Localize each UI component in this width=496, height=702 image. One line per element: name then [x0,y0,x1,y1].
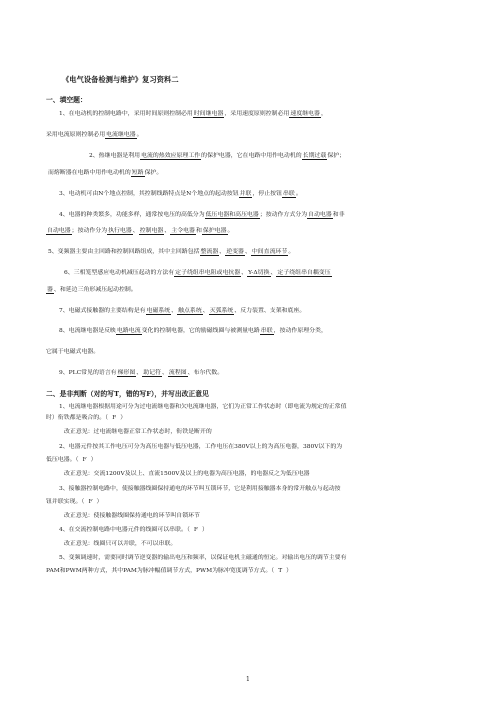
q5-text-a: 5、变频器主要由主回路和控制回路组成，其中主回路包括 [48,249,200,255]
q5-answer-3: 中间直流环节 [251,249,288,255]
fill-q8-line1 [59,327,327,335]
judge-q3-line1: 3、接触器控制电路中，使接触器线圈保持通电的环节叫互锁环节，它是利用接触器本身的常开触点与起动按 [59,486,341,492]
fill-q1-line1 [59,110,327,118]
q8-text-d: ，按动作原理分类， [273,328,327,334]
q6-answer-3: 定子绕组串自耦变压 [277,270,331,276]
q1-text-c: ，采用速度原则控制必用 [224,111,290,117]
section-true-false-heading: 二、是非判断（对的写T，错的写F），并写出改正意见 [46,390,209,398]
q7-text-c: 、 [171,308,178,314]
q6-answer-2: Y-Δ切换 [248,270,270,276]
j4-text-a: 4、在交流控制电路中电器元件的线圈可以串联。（ [59,527,190,533]
q7-answer-1: 电磁系统 [146,308,171,314]
q6-text-c: 、 [241,270,248,276]
q6-text-a: 6、三相笼型感应电动机减压起动的方法有 [64,270,175,276]
q2-text-d: 保护； [327,153,346,159]
q6-text-e: 、和延边三角形减压起动控制。 [53,287,137,293]
q9-text-a: 9、PLC常见的语言有 [59,370,117,376]
fill-q4-line2 [46,227,233,235]
judge-q1-line1: 1、电流继电器根据用途可分为过电流继电器和欠电流继电器，它们为正常工作状态时（即电流为规定的正常值 [59,404,347,410]
j5-text-a: PAM和PWM两种方式，其中PAM为脉冲幅值调节方式，PWM为脉冲宽度调节方式。（ [46,568,275,574]
q4-answer-4: 执行电器 [108,228,132,234]
q8-text-c: 变化的控制电器，它的励磁线圈与被测量电路 [141,328,260,334]
section-fill-in-heading: 一、填空题： [46,96,87,104]
q2-text-e: 而熔断器在电路中用作电动机的 [48,170,131,176]
document-title: 《电气设备检测与维护》复习资料二 [62,75,179,84]
fill-q8-line2 [46,348,99,356]
q2-answer-3: 短路 [131,170,144,176]
fill-q4-line1 [59,211,345,219]
j4-text-b: ） [201,527,208,533]
j2-text-b: ） [90,457,97,463]
j2-text-a: 低压电器。（ [46,457,79,463]
judge-q4-fix: 改正意见：线圈只可以并联，不可以串联。 [64,541,177,547]
q4-answer-1: 低压电器和高压电器 [205,212,259,218]
q5-text-c: 、 [219,249,226,255]
q9-answer-1: 梯形图 [117,370,136,376]
q1-text-e: 采用电流原则控制必用 [46,132,106,138]
j5-text-b: ） [286,568,293,574]
fill-q9-line1 [59,369,223,377]
judge-q5-line1: 5、变频调速时，需要同时调节逆变器的输出电压和频率，以保证电机主磁通的恒定。对输出电压的调节主要有 [59,555,347,561]
j3-text-b: ） [96,499,103,505]
q9-text-e: 、布尔代数。 [187,370,224,376]
q5-text-e: 。 [288,249,295,255]
q7-answer-3: 灭弧系统 [209,308,234,314]
q7-text-a: 7、电磁式接触器的主要结构是有 [59,308,146,314]
q8-text-a: 8、电流继电器是反映 [59,328,116,334]
judge-q4-line1 [59,526,208,534]
q4-text-f: ；按动作分为 [71,228,108,234]
q4-answer-2: 自动电器 [308,212,332,218]
q3-answer-1: 并联 [239,191,252,197]
q2-text-c: 的保护电器，它在电路中用作电动机的 [201,153,302,159]
q3-text-a: 3、电动机可由N个地点控制，其控制线路特点是N个地点的起动按钮 [59,191,239,197]
q4-text-i: 和 [195,228,202,234]
q7-text-e: 、反力装置、支架和底座。 [234,308,306,314]
q5-text-d: 、 [244,249,251,255]
q4-text-c: ；按动作方式分为 [259,212,308,218]
judge-q2-line1: 2、电器元件按其工作电压可分为高压电器与低压电器，工作电压在380V以上的为高压电器，380V以下的为 [59,444,343,450]
q4-text-d: 和 [332,212,339,218]
j1-answer: F [112,415,117,421]
q1-answer-2: 速度继电器 [290,111,320,117]
fill-q3-line1 [59,190,302,198]
j4-answer: F [193,527,198,533]
q4-text-g: 、 [132,228,139,234]
q8-answer-2: 串联 [260,328,273,334]
judge-q1-line2 [46,414,126,422]
j3-text-a: 钮并联实现。（ [46,499,85,505]
q6-answer-4: 器 [47,287,53,293]
q1-answer-3: 电流继电器 [106,132,136,138]
q9-text-d: 、 [161,370,168,376]
judge-q2-line2 [46,456,97,464]
fill-q6-line2 [46,286,137,294]
q2-answer-1: 电流的热效应原理工作 [141,153,201,159]
q6-text-d: 、 [270,270,277,276]
q4-text-j: 。 [227,228,234,234]
q9-text-c: 、 [136,370,143,376]
q4-answer-7: 保护电器 [202,228,227,234]
fill-q2-line1 [89,152,345,160]
q4-text-h: 、 [164,228,171,234]
q5-answer-2: 逆变器 [226,249,244,255]
j1-text-a: 时）衔铁都是吸合的。（ [46,415,109,421]
q9-answer-3: 流程图 [168,370,187,376]
q3-text-d: 。 [295,191,302,197]
q2-text-f: 保护。 [144,170,163,176]
j2-answer: F [82,457,87,463]
q4-answer-3: 自动电器 [47,228,71,234]
fill-q7-line1 [59,307,305,315]
fill-q6-line1 [64,269,332,277]
q2-answer-2: 长期过载 [302,153,327,159]
q8-text-e: 它属于电磁式电器。 [46,349,100,355]
q4-text-e: 非 [338,212,345,218]
judge-q2-fix: 改正意见：交流1200V及以上、直流1500V及以上的电器为高压电器，的电器反之为低压电器 [64,471,310,477]
judge-q3-line2 [46,498,102,506]
q1-text-d: ， [320,111,327,117]
j3-answer: F [88,499,93,505]
q4-text-a: 4、电器的种类繁多，功能多样，通常按电压的高低分为 [59,212,205,218]
q5-answer-1: 整流器 [200,249,219,255]
q8-answer-1: 电路电流 [116,328,141,334]
j1-text-b: ） [120,415,127,421]
q3-text-c: ，停止按钮 [252,191,283,197]
q7-answer-2: 触点系统 [178,308,202,314]
judge-q3-fix: 改正意见：使接触器线圈保持通电的环节叫自锁环节 [64,513,200,519]
q3-answer-2: 串联 [283,191,295,197]
page-number: 1 [246,676,250,683]
q1-answer-1: 时间继电器 [193,111,224,117]
fill-q1-line2 [46,131,143,139]
q2-text-a: 2、热继电器是利用 [89,153,141,159]
judge-q5-line2 [46,567,292,575]
q6-answer-1: 定子绕组串电阻或电抗器 [175,270,241,276]
q1-text-a: 1、在电动机的控制电路中，采用时间原则控制必用 [59,111,193,117]
q1-text-f: 。 [136,132,143,138]
fill-q5-line1 [48,248,294,256]
q9-answer-2: 助记符 [143,370,161,376]
q7-text-d: 、 [202,308,209,314]
fill-q2-line2 [48,169,162,177]
j5-answer: T [278,568,283,574]
q4-answer-5: 控制电器 [139,228,164,234]
q4-answer-6: 主令电器 [171,228,195,234]
judge-q1-fix: 改正意见：过电流继电器正常工作状态时，衔铁是断开的 [64,429,212,435]
